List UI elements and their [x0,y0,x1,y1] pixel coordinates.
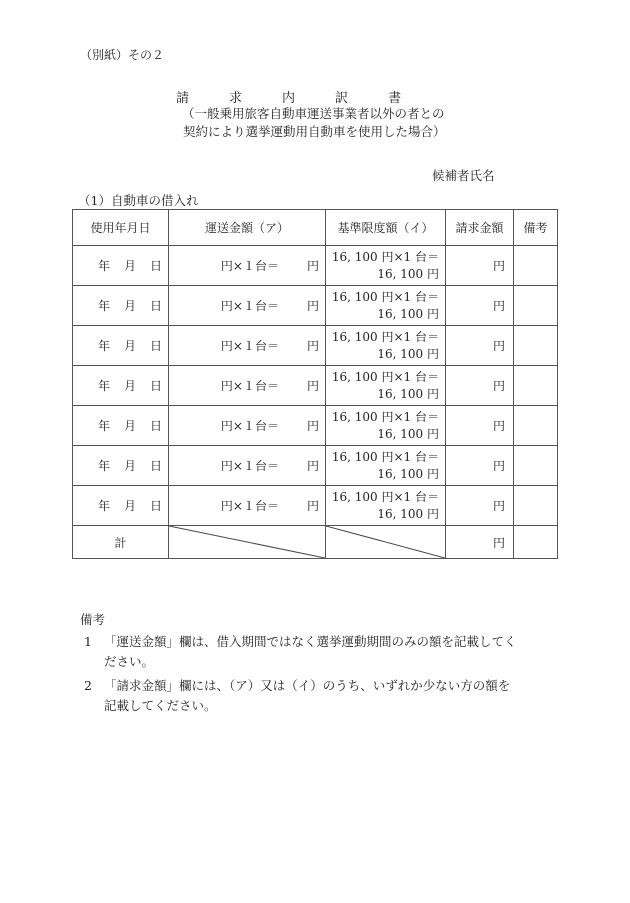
title-char: 求 [229,91,243,106]
subtitle-line-1: （一般乗用旅客自動車運送事業者以外の者との [182,106,445,121]
breakdown-table [72,209,558,559]
table-header-row [73,210,558,246]
table-row [73,246,558,286]
table-row [73,286,558,326]
date-cell[interactable]: 年 月 日 [73,366,169,406]
claim-amount-cell[interactable]: 円 [446,366,514,406]
diagonal-blank-cell [169,526,326,559]
remarks-cell[interactable] [514,486,558,526]
date-cell[interactable]: 年 月 日 [73,286,169,326]
claim-amount-cell[interactable]: 円 [446,406,514,446]
total-remarks-cell[interactable] [514,526,558,559]
limit-amount-cell: 16, 100 円×1 台＝ 16, 100 円 [326,486,446,526]
section-title: （1）自動車の借入れ [78,193,199,208]
limit-amount-cell: 16, 100 円×1 台＝ 16, 100 円 [326,326,446,366]
title-char: 内 [282,91,296,106]
date-cell[interactable]: 年 月 日 [73,406,169,446]
claim-amount-cell[interactable]: 円 [446,486,514,526]
date-cell[interactable]: 年 月 日 [73,246,169,286]
table-row [73,446,558,486]
transport-amount-cell[interactable]: 円×１台＝ 円 [169,486,326,526]
header-date: 使用年月日 [73,210,169,246]
title-char: 訳 [335,91,349,106]
header-limit-amount: 基準限度額（イ） [326,210,446,246]
table-row [73,406,558,446]
claim-amount-cell[interactable]: 円 [446,326,514,366]
claim-amount-cell[interactable]: 円 [446,246,514,286]
transport-amount-cell[interactable]: 円×１台＝ 円 [169,286,326,326]
date-cell[interactable]: 年 月 日 [73,326,169,366]
table-row [73,486,558,526]
note-item-1-cont: ださい。 [104,654,155,669]
table-row [73,366,558,406]
date-cell[interactable]: 年 月 日 [73,486,169,526]
total-claim-cell[interactable]: 円 [446,526,514,559]
header-transport-amount: 運送金額（ア） [169,210,326,246]
limit-amount-cell: 16, 100 円×1 台＝ 16, 100 円 [326,246,446,286]
limit-amount-cell: 16, 100 円×1 台＝ 16, 100 円 [326,446,446,486]
title-char: 書 [388,91,402,106]
candidate-name-label: 候補者氏名 [432,168,495,183]
claim-amount-cell[interactable]: 円 [446,446,514,486]
total-row [73,526,558,559]
transport-amount-cell[interactable]: 円×１台＝ 円 [169,246,326,286]
limit-amount-cell: 16, 100 円×1 台＝ 16, 100 円 [326,366,446,406]
date-cell[interactable]: 年 月 日 [73,446,169,486]
header-claim-amount: 請求金額 [446,210,514,246]
total-label: 計 [73,526,169,559]
subtitle-line-2: 契約により選挙運動用自動車を使用した場合） [183,124,446,139]
header-remarks: 備考 [514,210,558,246]
diagonal-blank-cell [326,526,446,559]
limit-amount-cell: 16, 100 円×1 台＝ 16, 100 円 [326,406,446,446]
transport-amount-cell[interactable]: 円×１台＝ 円 [169,326,326,366]
limit-amount-cell: 16, 100 円×1 台＝ 16, 100 円 [326,286,446,326]
remarks-cell[interactable] [514,246,558,286]
transport-amount-cell[interactable]: 円×１台＝ 円 [169,406,326,446]
claim-amount-cell[interactable]: 円 [446,286,514,326]
transport-amount-cell[interactable]: 円×１台＝ 円 [169,446,326,486]
remarks-cell[interactable] [514,366,558,406]
note-item-2-cont: 記載してください。 [104,698,217,713]
title-char: 請 [176,91,190,106]
remarks-cell[interactable] [514,406,558,446]
appendix-label: （別紙）その２ [80,48,165,62]
remarks-cell[interactable] [514,286,558,326]
note-item-1: 1 「運送金額」欄は、借入期間ではなく選挙運動期間のみの額を記載してく [84,634,517,649]
remarks-cell[interactable] [514,446,558,486]
transport-amount-cell[interactable]: 円×１台＝ 円 [169,366,326,406]
note-item-2: 2 「請求金額」欄には、（ア）又は（イ）のうち、いずれか少ない方の額を [84,678,511,693]
notes-title: 備考 [80,612,106,627]
remarks-cell[interactable] [514,326,558,366]
table-row [73,326,558,366]
